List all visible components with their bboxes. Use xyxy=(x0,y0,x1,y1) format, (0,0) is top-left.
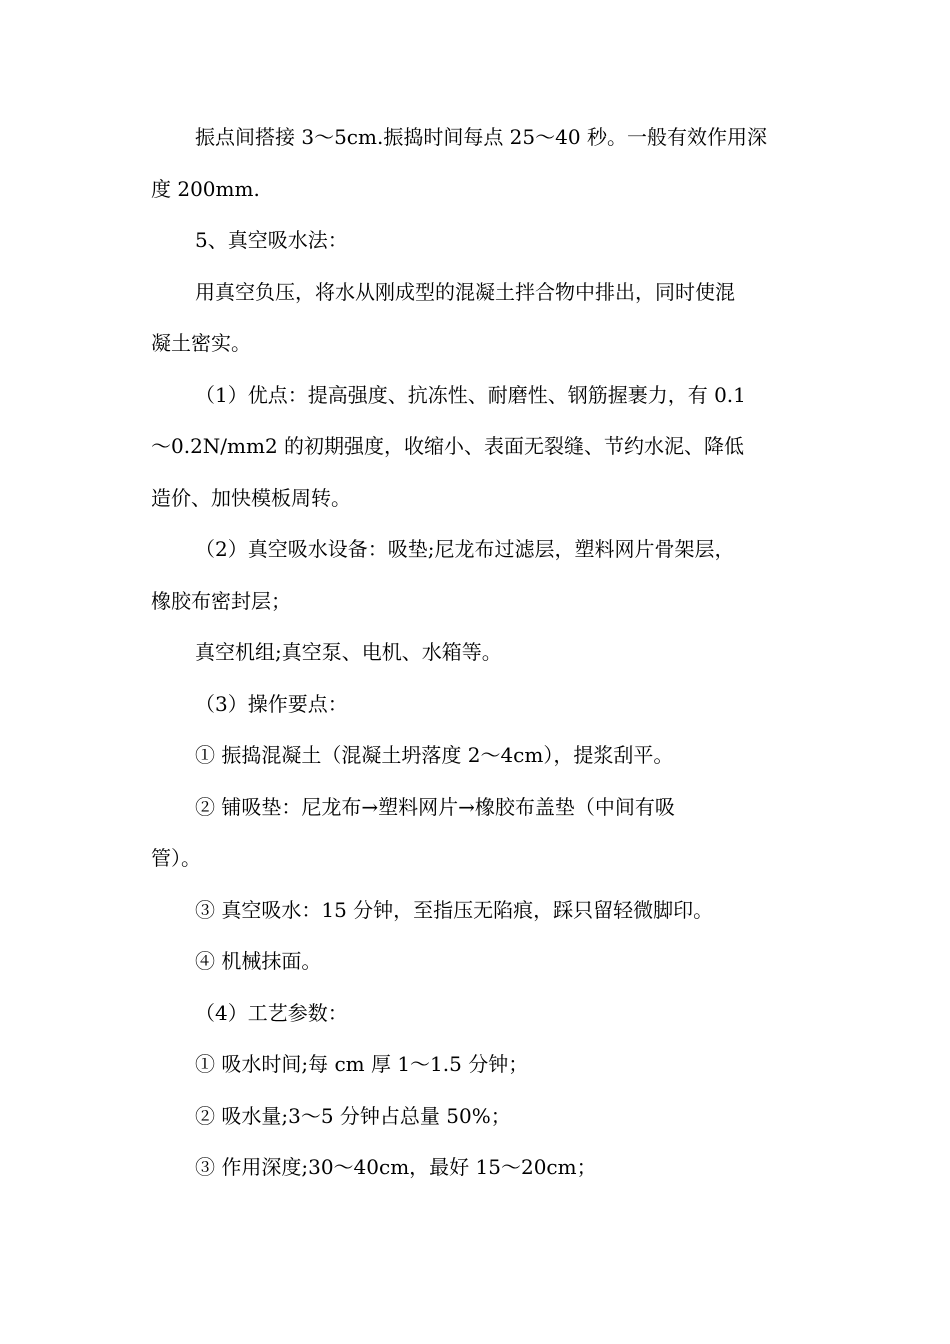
text-line: 振点间搭接 3～5cm.振捣时间每点 25～40 秒。一般有效作用深 xyxy=(195,125,767,149)
list-item-parameter-2 xyxy=(151,1091,801,1143)
text-line: ② 铺吸垫：尼龙布→塑料网片→橡胶布盖垫（中间有吸 xyxy=(195,794,675,819)
text-line: 造价、加快模板周转。 xyxy=(151,485,351,510)
section-heading-vacuum xyxy=(151,215,801,267)
text-line: ① 吸水时间;每 cm 厚 1～1.5 分钟； xyxy=(195,1052,529,1076)
list-item-operation-1 xyxy=(151,730,801,782)
subheading-process-parameters xyxy=(151,988,801,1040)
text-line: ③ 作用深度;30～40cm，最好 15～20cm； xyxy=(195,1155,597,1179)
text-line: ③ 真空吸水：15 分钟，至指压无陷痕，踩只留轻微脚印。 xyxy=(195,897,714,922)
document-body xyxy=(151,112,801,1194)
text-line: 管）。 xyxy=(151,846,201,870)
text-line: 5、真空吸水法： xyxy=(195,228,348,252)
list-item-parameter-1 xyxy=(151,1039,801,1091)
list-item-operation-2 xyxy=(151,782,801,885)
paragraph-vacuum-unit xyxy=(151,627,801,679)
subheading-operation-points xyxy=(151,679,801,731)
paragraph-advantages xyxy=(151,370,801,525)
text-line: （3）操作要点： xyxy=(195,691,348,716)
text-line: （1）优点：提高强度、抗冻性、耐磨性、钢筋握裹力，有 0.1 xyxy=(195,382,746,407)
text-line: （4）工艺参数： xyxy=(195,1000,348,1025)
list-item-operation-3 xyxy=(151,885,801,937)
text-line: 橡胶布密封层； xyxy=(151,588,291,613)
text-line: ④ 机械抹面。 xyxy=(195,949,322,973)
text-line: ② 吸水量;3～5 分钟占总量 50%； xyxy=(195,1103,511,1128)
text-line: 度 200mm. xyxy=(151,176,260,201)
text-line: ～0.2N/mm2 的初期强度，收缩小、表面无裂缝、节约水泥、降低 xyxy=(151,434,745,458)
text-line: 凝土密实。 xyxy=(151,331,251,355)
text-line: ① 振捣混凝土（混凝土坍落度 2～4cm），提浆刮平。 xyxy=(195,743,674,767)
paragraph-equipment xyxy=(151,524,801,627)
text-line: 真空机组;真空泵、电机、水箱等。 xyxy=(195,640,502,664)
text-line: 用真空负压，将水从刚成型的混凝土拌合物中排出，同时使混 xyxy=(195,279,735,304)
text-line: （2）真空吸水设备：吸垫;尼龙布过滤层，塑料网片骨架层， xyxy=(195,537,735,561)
paragraph-vibration xyxy=(151,112,801,215)
list-item-parameter-3 xyxy=(151,1142,801,1194)
paragraph-vacuum-definition xyxy=(151,267,801,370)
list-item-operation-4 xyxy=(151,936,801,988)
